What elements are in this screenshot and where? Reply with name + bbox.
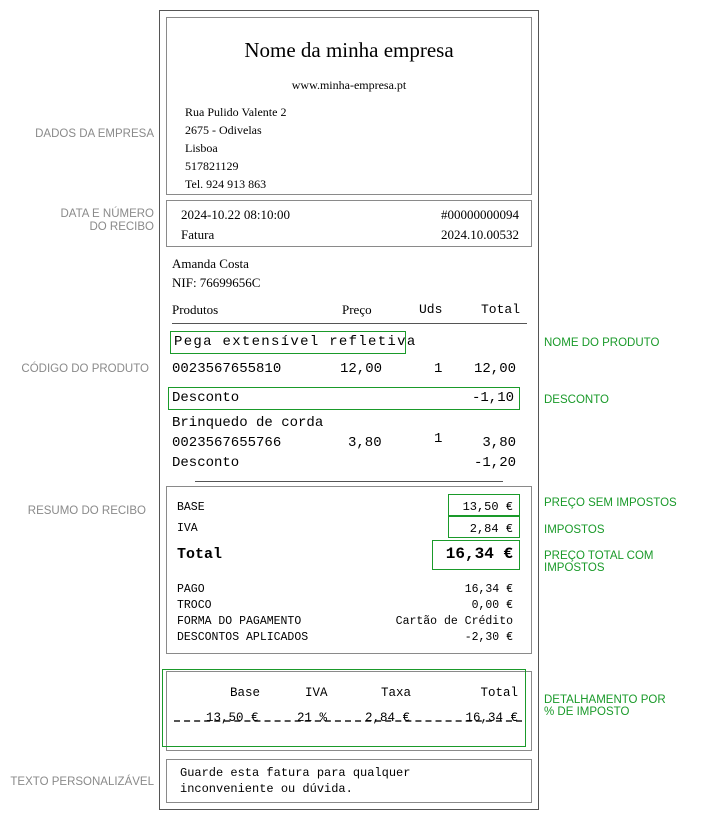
column-header-uds: Uds xyxy=(419,302,443,317)
summary-iva-label: IVA xyxy=(177,522,198,535)
product-code: 0023567655810 xyxy=(172,361,282,377)
summary-pago-label: PAGO xyxy=(177,583,205,596)
receipt xyxy=(159,10,539,810)
annotation-impostos: IMPOSTOS xyxy=(544,524,605,536)
product-discount: -1,20 xyxy=(473,455,516,471)
receipt-info-box xyxy=(166,200,532,247)
annotation-preco-sem-impostos: PREÇO SEM IMPOSTOS xyxy=(544,497,677,509)
product-qty: 1 xyxy=(434,431,443,447)
annotation-preco-total xyxy=(544,550,653,574)
annotation-nome-produto: NOME DO PRODUTO xyxy=(544,337,660,349)
tax-header-total: Total xyxy=(480,686,518,700)
summary-forma-label: FORMA DO PAGAMENTO xyxy=(177,615,302,628)
product-code: 0023567655766 xyxy=(172,435,282,451)
summary-troco-value: 0,00 € xyxy=(471,599,513,612)
side-label-texto-personalizavel: TEXTO PERSONALIZÁVEL xyxy=(10,776,154,788)
summary-descontos-label: DESCONTOS APLICADOS xyxy=(177,631,309,644)
product-discount-label: Desconto xyxy=(172,390,240,406)
product-discount: -1,10 xyxy=(471,390,514,406)
company-address-line: 2675 - Odivelas xyxy=(185,123,262,137)
customer-name: Amanda Costa xyxy=(172,256,249,271)
summary-forma-value: Cartão de Crédito xyxy=(395,615,513,628)
tax-row-iva: 21 % xyxy=(297,711,328,725)
summary-pago-value: 16,34 € xyxy=(464,583,513,596)
company-address-line: Rua Pulido Valente 2 xyxy=(185,105,287,119)
annotation-detalhamento-line1: DETALHAMENTO POR xyxy=(544,694,666,706)
summary-total-value: 16,34 € xyxy=(445,545,513,563)
side-label-data-numero-line1: DATA E NÚMERO xyxy=(60,208,154,220)
summary-descontos-value: -2,30 € xyxy=(464,631,513,644)
annotation-detalhamento-line2: % DE IMPOSTO xyxy=(544,706,630,718)
company-name: Nome da minha empresa xyxy=(244,38,454,62)
tax-table-highlight xyxy=(162,669,526,747)
summary-base-value: 13,50 € xyxy=(462,500,513,514)
receipt-number: #00000000094 xyxy=(441,207,519,222)
company-nif: 517821129 xyxy=(185,159,239,173)
product-name: Brinquedo de corda xyxy=(172,415,324,431)
company-phone: Tel. 924 913 863 xyxy=(185,177,267,191)
items-divider xyxy=(195,481,503,482)
receipt-date-time: 2024-10.22 08:10:00 xyxy=(181,207,291,222)
column-header-produtos: Produtos xyxy=(172,302,219,317)
annotation-desconto: DESCONTO xyxy=(544,394,609,406)
annotation-detalhamento xyxy=(544,694,666,718)
column-header-preco: Preço xyxy=(342,302,372,317)
footer-text-line: inconveniente ou dúvida. xyxy=(180,782,353,796)
side-label-data-numero-line2: DO RECIBO xyxy=(89,221,154,233)
tax-row-total: 16,34 € xyxy=(465,711,518,725)
column-header-total: Total xyxy=(480,302,520,317)
footer-text-line: Guarde esta fatura para qualquer xyxy=(180,766,411,780)
receipt-doc-number: 2024.10.00532 xyxy=(441,227,519,242)
summary-total-label: Total xyxy=(177,546,223,563)
product-qty: 1 xyxy=(434,361,443,377)
summary-iva-value: 2,84 € xyxy=(469,522,513,536)
annotation-preco-total-line2: IMPOSTOS xyxy=(544,562,605,574)
tax-row-taxa: 2,84 € xyxy=(365,711,411,725)
product-total: 3,80 xyxy=(482,435,516,451)
product-total: 12,00 xyxy=(473,361,516,377)
tax-header-iva: IVA xyxy=(305,686,328,700)
summary-base-label: BASE xyxy=(177,501,205,514)
tax-row-base: 13,50 € xyxy=(206,711,259,725)
product-price: 3,80 xyxy=(348,435,382,451)
footer-text-box xyxy=(166,759,532,803)
company-box xyxy=(166,17,532,195)
company-website: www.minha-empresa.pt xyxy=(291,78,407,92)
receipt-doc-type: Fatura xyxy=(181,227,215,242)
side-label-dados-empresa: DADOS DA EMPRESA xyxy=(35,128,154,140)
summary-box xyxy=(166,486,532,654)
tax-header-taxa: Taxa xyxy=(381,686,412,700)
side-label-data-numero xyxy=(61,208,155,234)
annotation-preco-total-line1: PREÇO TOTAL COM xyxy=(544,550,654,562)
product-price: 12,00 xyxy=(340,361,383,377)
company-address-line: Lisboa xyxy=(185,141,218,155)
product-discount-label: Desconto xyxy=(172,455,240,471)
product-name: Pega extensível refletiva xyxy=(174,334,417,350)
side-label-codigo-produto: CÓDIGO DO PRODUTO xyxy=(21,363,149,375)
header-divider xyxy=(172,323,527,324)
tax-header-base: Base xyxy=(230,686,261,700)
customer-nif: NIF: 76699656C xyxy=(172,275,261,290)
side-label-resumo-recibo: RESUMO DO RECIBO xyxy=(27,505,146,517)
summary-troco-label: TROCO xyxy=(177,599,212,612)
